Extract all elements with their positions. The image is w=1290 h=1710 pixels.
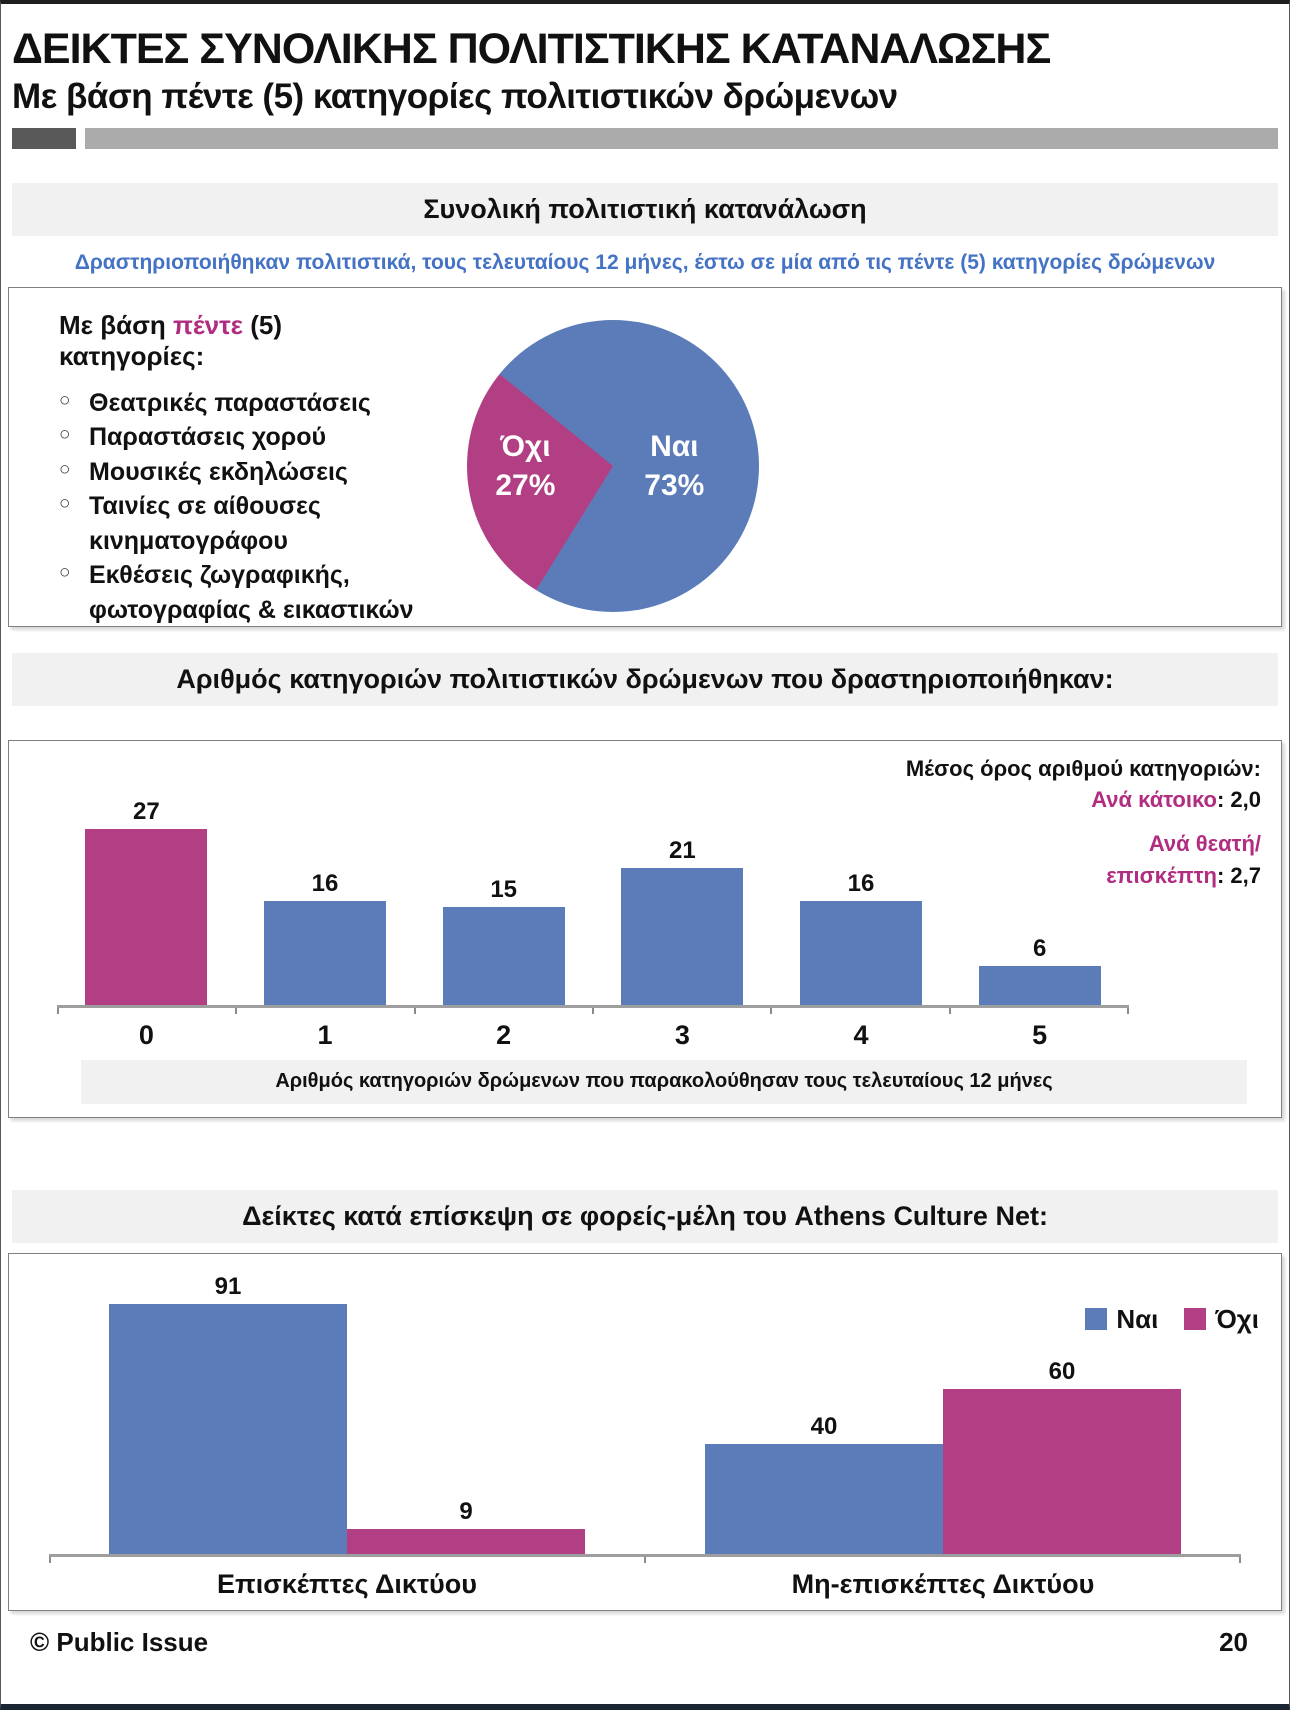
list-item — [59, 489, 427, 558]
legend-swatch-magenta — [1184, 1308, 1206, 1330]
circle-bullet-icon: ○ — [59, 562, 71, 584]
x-axis-caption: Αριθμός κατηγοριών δρώμενων που παρακολούθησαν τους τελευταίους 12 μήνες — [81, 1060, 1247, 1104]
bar-value-label: 6 — [1033, 934, 1047, 962]
basis-highlight: πέντε — [172, 309, 244, 340]
group-label: Επισκέπτες Δικτύου — [217, 1568, 477, 1599]
categories-list — [59, 386, 427, 628]
x-axis-labels — [57, 1014, 1129, 1058]
basis-suffix: (5) κατηγορίες: — [59, 309, 283, 371]
section1-header: Συνολική πολιτιστική κατανάλωση — [423, 193, 867, 224]
pie-chart — [467, 320, 759, 612]
x-tick-label: 0 — [138, 1019, 154, 1050]
category-label: Εκθέσεις ζωγραφικής, φωτογραφίας & εικαστικών — [89, 561, 414, 624]
bar — [109, 1304, 347, 1554]
circle-bullet-icon: ○ — [59, 389, 71, 411]
bar-chart-panel — [8, 740, 1282, 1118]
section1-lead-text: Δραστηριοποιήθηκαν πολιτιστικά, τους τελευταίους 12 μήνες, έστω σε μία από τις πέντε (5) κατηγορίες δρώμενων — [74, 250, 1216, 274]
title-rule-light-segment — [85, 128, 1278, 149]
bar-value-label: 40 — [810, 1412, 838, 1440]
title-rule — [12, 128, 1278, 149]
page-header — [8, 4, 1282, 157]
spacer — [906, 816, 1261, 828]
bar — [85, 829, 207, 1005]
bar-slot — [347, 1498, 585, 1554]
per-resident-value: : 2,0 — [1216, 787, 1261, 813]
category-label: Μουσικές εκδηλώσεις — [89, 457, 348, 486]
category-label: Παραστάσεις χορού — [89, 423, 327, 452]
title-rule-dark-segment — [12, 128, 76, 149]
category-label: Θεατρικές παραστάσεις — [89, 388, 371, 417]
bar — [621, 868, 743, 1005]
bar-pair — [705, 1358, 1181, 1554]
pie-label-no-value: 27% — [495, 468, 556, 502]
x-axis — [49, 1554, 1241, 1563]
bar-slot — [109, 1273, 347, 1554]
grouped-bar-plot — [49, 1264, 1241, 1554]
bar-slot — [414, 789, 593, 1005]
circle-bullet-icon: ○ — [59, 424, 71, 446]
grouped-bar-chart-panel — [8, 1253, 1282, 1611]
pie-slice-label-no — [473, 427, 578, 505]
bar-slot — [236, 789, 415, 1005]
x-tick-label: 1 — [317, 1019, 333, 1050]
bar-value-label: 16 — [311, 869, 339, 897]
pie-label-no-text: Όχι — [500, 429, 551, 463]
bar-value-label: 60 — [1048, 1357, 1076, 1385]
x-tick-label: 3 — [674, 1019, 690, 1050]
bar-value-label: 15 — [490, 875, 518, 903]
copyright: © Public Issue — [30, 1626, 209, 1657]
bar-value-label: 16 — [847, 869, 875, 897]
average-per-viewer — [906, 860, 1261, 892]
section3-header: Δείκτες κατά επίσκεψη σε φορείς-μέλη του Athens Culture Net: — [242, 1200, 1048, 1231]
bar-group-visitors — [49, 1264, 645, 1554]
page-number: 20 — [1219, 1626, 1248, 1657]
list-item — [59, 558, 427, 627]
bar — [347, 1529, 585, 1554]
list-item — [59, 420, 427, 455]
bar-slot — [57, 789, 236, 1005]
bar-pair — [109, 1273, 585, 1554]
x-tick-label: 5 — [1032, 1019, 1048, 1050]
bar-value-label: 91 — [214, 1272, 242, 1300]
legend-item-no — [1184, 1304, 1259, 1335]
pie-label-yes-text: Ναι — [650, 429, 699, 463]
chart-legend — [1085, 1304, 1259, 1335]
pie-label-yes-value: 73% — [644, 468, 705, 502]
x-tick-label: 4 — [853, 1019, 869, 1050]
categories-list-block — [59, 302, 427, 626]
circle-bullet-icon: ○ — [59, 493, 71, 515]
bar — [979, 966, 1101, 1005]
average-per-resident — [906, 784, 1261, 816]
group-labels — [49, 1563, 1241, 1607]
bar — [943, 1389, 1181, 1554]
bar — [264, 901, 386, 1005]
section2-header: Αριθμός κατηγοριών πολιτιστικών δρώμενων που δραστηριοποιήθηκαν: — [176, 663, 1114, 694]
per-viewer-value: : 2,7 — [1216, 863, 1261, 889]
x-axis — [57, 1005, 1129, 1014]
per-viewer-line1: Ανά θεατή/ — [1148, 831, 1261, 857]
circle-bullet-icon: ○ — [59, 458, 71, 480]
bar-slot — [943, 1358, 1181, 1554]
legend-swatch-blue — [1085, 1308, 1107, 1330]
page-subtitle: Με βάση πέντε (5) κατηγορίες πολιτιστικών δρώμενων — [12, 77, 898, 117]
page-title: ΔΕΙΚΤΕΣ ΣΥΝΟΛΙΚΗΣ ΠΟΛΙΤΙΣΤΙΚΗΣ ΚΑΤΑΝΑΛΩΣΗΣ — [12, 25, 1051, 73]
bar-slot — [705, 1413, 943, 1554]
bar-value-label: 27 — [132, 797, 160, 825]
group-label: Μη-επισκέπτες Δικτύου — [791, 1568, 1095, 1599]
categories-list-heading — [59, 310, 427, 372]
bar — [800, 901, 922, 1005]
bar — [705, 1444, 943, 1554]
list-item — [59, 386, 427, 421]
pie-chart-panel — [8, 287, 1282, 627]
bar — [443, 907, 565, 1005]
averages-note — [906, 753, 1261, 893]
per-resident-label: Ανά κάτοικο — [1091, 787, 1217, 813]
per-viewer-label: επισκέπτη — [1106, 863, 1217, 889]
list-item — [59, 455, 427, 490]
bar-value-label: 9 — [459, 1497, 473, 1525]
bar-slot — [593, 789, 772, 1005]
section1-header-band — [12, 183, 1278, 236]
basis-prefix: Με βάση — [59, 309, 173, 340]
legend-label: Όχι — [1215, 1303, 1259, 1334]
bar-value-label: 21 — [669, 836, 696, 864]
pie-slice-label-yes — [613, 427, 736, 505]
averages-title: Μέσος όρος αριθμού κατηγοριών: — [905, 755, 1261, 781]
x-tick-label: 2 — [496, 1019, 512, 1050]
legend-label: Ναι — [1116, 1303, 1159, 1334]
page-footer — [8, 1611, 1282, 1666]
section3-header-band — [12, 1190, 1278, 1243]
section2-header-band — [12, 653, 1278, 706]
category-label: Ταινίες σε αίθουσες κινηματογράφου — [89, 492, 321, 555]
legend-item-yes — [1085, 1304, 1158, 1335]
